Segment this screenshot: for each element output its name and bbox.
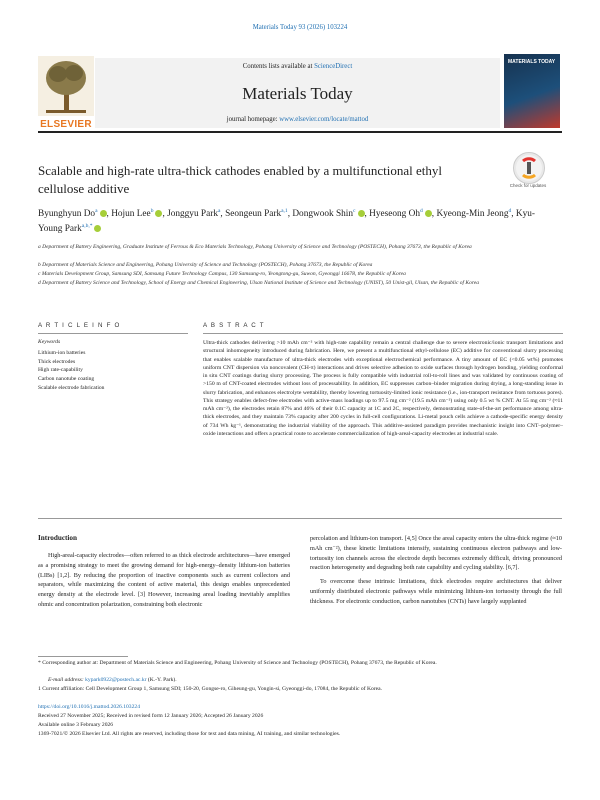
keyword-item: Thick electrodes xyxy=(38,358,76,365)
affiliation-c: c Materials Development Group, Samsung SDI, Samsung Future Technology Campus, 130 Samsung-ro, Yeongtong-gu, Suwon, Gyeonggi 16678, the Republic of Korea xyxy=(38,271,406,277)
email-note xyxy=(48,676,572,684)
keyword-item: Lithium-ion batteries xyxy=(38,350,86,356)
check-for-updates-icon[interactable] xyxy=(513,152,545,184)
homepage-link[interactable]: www.elsevier.com/locate/mattod xyxy=(279,116,369,123)
publisher-name: ELSEVIER xyxy=(40,119,92,130)
author[interactable]: Hyeseong Oh$^d$ xyxy=(369,209,432,219)
keyword-item: Carbon nanotube coating xyxy=(38,375,95,382)
journal-title: Materials Today xyxy=(242,84,353,103)
available-online: Available online 3 February 2026 xyxy=(38,722,114,728)
keywords-list xyxy=(38,349,178,392)
affiliation-d: d Department of Battery Science and Technology, School of Energy and Chemical Engineering, Ulsan National Institute of Science and Technology (UNIST), 50 Unist-gil, Ulsan, the Republic of Korea xyxy=(38,280,479,286)
intro-paragraph: To overcome these intrinsic limitations, thick electrodes require architectures that deliver uniformly distributed electronic pathways while minimizing lithium-ion tortuosity through the full thickness. For electronic conduction, carbon nanotubes (CNTs) have largely supplanted xyxy=(310,578,562,605)
intro-paragraph: High-areal-capacity electrodes—often referred to as thick electrode architectures—have emerged as a promising strategy to meet the growing demand for high-energy–density lithium-ion batteries (LIBs) [1,2]. By reducing the proportion of inactive components such as current collectors and separators, while maximizing the content of active material, this design enables unprecedented energy density at the electrode level. [3] However, increasing areal loading inevitably amplifies ohmic and concentration polarization, constraining both electronic xyxy=(38,552,290,608)
introduction-heading: Introduction xyxy=(38,534,78,542)
orcid-icon[interactable] xyxy=(100,210,107,217)
orcid-icon[interactable] xyxy=(94,225,101,232)
orcid-icon[interactable] xyxy=(425,210,432,217)
article-dates: Received 27 November 2025; Received in revised form 12 January 2026; Accepted 26 January 2026 xyxy=(38,713,264,719)
copyright: 1369-7021/© 2026 Elsevier Ltd. All rights are reserved, including those for text and data mining, AI training, and similar technologies. xyxy=(38,731,341,737)
author[interactable]: Seongeun Park$^{a,1}$ xyxy=(225,208,288,220)
orcid-icon[interactable] xyxy=(358,210,365,217)
doi-link[interactable]: https://doi.org/10.1016/j.mattod.2026.103224 xyxy=(38,704,140,710)
current-affiliation-note: 1 Current affiliation: Cell Development Group 1, Samsung SDI; 150-20, Gongse-ro, Giheung-gu, Yongin-si, Gyeonggi-do, 17084, the Republic of Korea. xyxy=(38,686,383,692)
corresponding-author-note: * Corresponding author at: Department of Materials Science and Engineering, Pohang University of Science and Technology (POSTECH), Pohang 37673, the Republic of Korea. xyxy=(38,660,437,666)
check-for-updates-label[interactable]: Check for updates xyxy=(509,183,547,188)
article-info-divider xyxy=(38,333,188,334)
intro-paragraph: percolation and lithium-ion transport. [4,5] Once the areal capacity enters the ultra-thick regime (≈10 mAh cm⁻²), these kinetic limitations intensify, sustaining continuous electron pathways and low-tortuosity ion channels across the electrode depth becomes extremely difficult, driving pronounced reaction heterogeneity and degrading both rate capability and cycling stability. [6,7]. xyxy=(310,535,562,572)
sciencedirect-link[interactable]: ScienceDirect xyxy=(314,63,353,70)
homepage-prefix: journal homepage: xyxy=(226,116,280,123)
article-title: Scalable and high-rate ultra-thick cathodes enabled by a multifunctional ethyl cellulose additive xyxy=(38,163,442,196)
contents-prefix: Contents lists available at xyxy=(242,63,315,70)
author[interactable]: Kyu-Young Park$^{a,b,*}$ xyxy=(38,209,535,234)
elsevier-tree-logo xyxy=(38,56,94,128)
author[interactable]: Kyeong-Min Jeong$^d$ xyxy=(436,208,512,220)
keyword-item: High rate-capability xyxy=(38,367,83,374)
journal-reference[interactable]: Materials Today 93 (2026) 103224 xyxy=(252,24,348,31)
affiliation-a: a Department of Battery Engineering, Graduate Institute of Ferrous & Eco Materials Technology, Pohang University of Science and Technology (POSTECH), Pohang 37673, the Republic of Korea xyxy=(38,244,472,250)
intro-right-column xyxy=(310,534,562,607)
article-info-heading: A R T I C L E I N F O xyxy=(38,322,121,329)
abstract-divider xyxy=(203,333,563,334)
author[interactable]: Byunghyun Do$^a$ xyxy=(38,209,107,219)
header-divider xyxy=(38,131,562,133)
author[interactable]: Jonggyu Park$^a$ xyxy=(167,208,221,220)
author[interactable]: Hojun Lee$^b$ xyxy=(111,209,162,219)
intro-left-column xyxy=(38,551,290,610)
footnote-divider xyxy=(38,656,128,657)
orcid-icon[interactable] xyxy=(155,210,162,217)
affiliation-b: b Department of Materials Science and Engineering, Pohang University of Science and Technology (POSTECH), Pohang 37673, the Republic of Korea xyxy=(38,262,373,268)
contents-line xyxy=(95,63,500,70)
journal-cover-text: MATERIALS TODAY xyxy=(508,59,556,65)
abstract-heading: A B S T R A C T xyxy=(203,322,265,329)
email-suffix: (K.-Y. Park). xyxy=(146,677,177,683)
homepage-line xyxy=(95,116,500,123)
author-list: Byunghyun Do$^a$ , Hojun Lee$^b$ , Jonggyu Park$^a$, Seongeun Park$^{a,1}$, Dongwook Shin$^c$ , Hyeseong Oh$^d$ , Kyeong-Min Jeong$^d$, Kyu-Young Park$^{a,b,*}$ xyxy=(38,208,535,234)
email-link[interactable]: kypark0922@postech.ac.kr xyxy=(85,677,147,683)
keywords-title: Keywords xyxy=(38,339,61,345)
author[interactable]: Dongwook Shin$^c$ xyxy=(292,209,364,219)
abstract-text: Ultra-thick cathodes delivering >10 mAh cm⁻² with high-rate capability remain a central challenge due to severe electronic/ionic transport limitations and structural inhomogeneity introduced during fabrication. Here, we present a multifunctional ethyl-cellulose (EC) additive for conventional slurry processing that enables scalable manufacture of ultra-thick electrodes with exceptional electrochemical performance. A tiny amount of EC (<0.05 wt%) promotes uniform CNT dispersion via noncovalent (CH-π) interactions and drives selective adhesion to oxide surfaces through hydrogen bonding, yielding conformal in situ CNT coatings during slurry processing. The process is fully compatible with industrial roll-to-roll lines and was validated by continuous coating of >150 m of CNT-coated electrodes without loss of processability. In addition, EC suppresses carbon–binder migration during drying, a long-standing issue in slurry fabrication, and enhances electrolyte wettability, thereby lowering tortuosity-limited ionic resistance (i.e., ion-transport resistance from tortuous pores). This strategy enables defect-free electrodes with active-mass loadings up to 97.5 mg cm⁻² (19.5 mAh cm⁻²) using only 0.5 wt % CNT. At 55 mg cm⁻² (≈11 mAh cm⁻²), the electrodes retain 87% and 46% of their 0.1C capacity at 1C and 2C, respectively, demonstrating state-of-the-art performance among ultra-thick electrodes, and they maintain 73% capacity after 200 cycles in full-cell configurations. Li-metal pouch cells achieve a cathode-specific energy density of 734 Wh kg⁻¹, demonstrating the industrial viability of the approach. This additive-assisted paradigm provides mechanistic insight into CNT–polymer–oxide interactions and offers a practical route to accelerate commercialization of high-areal-capacity electrodes at industrial scale. xyxy=(203,340,563,437)
keyword-item: Scalable electrode fabrication xyxy=(38,384,105,391)
email-label: E-mail address: xyxy=(48,677,86,683)
abstract-bottom-divider xyxy=(38,518,562,519)
